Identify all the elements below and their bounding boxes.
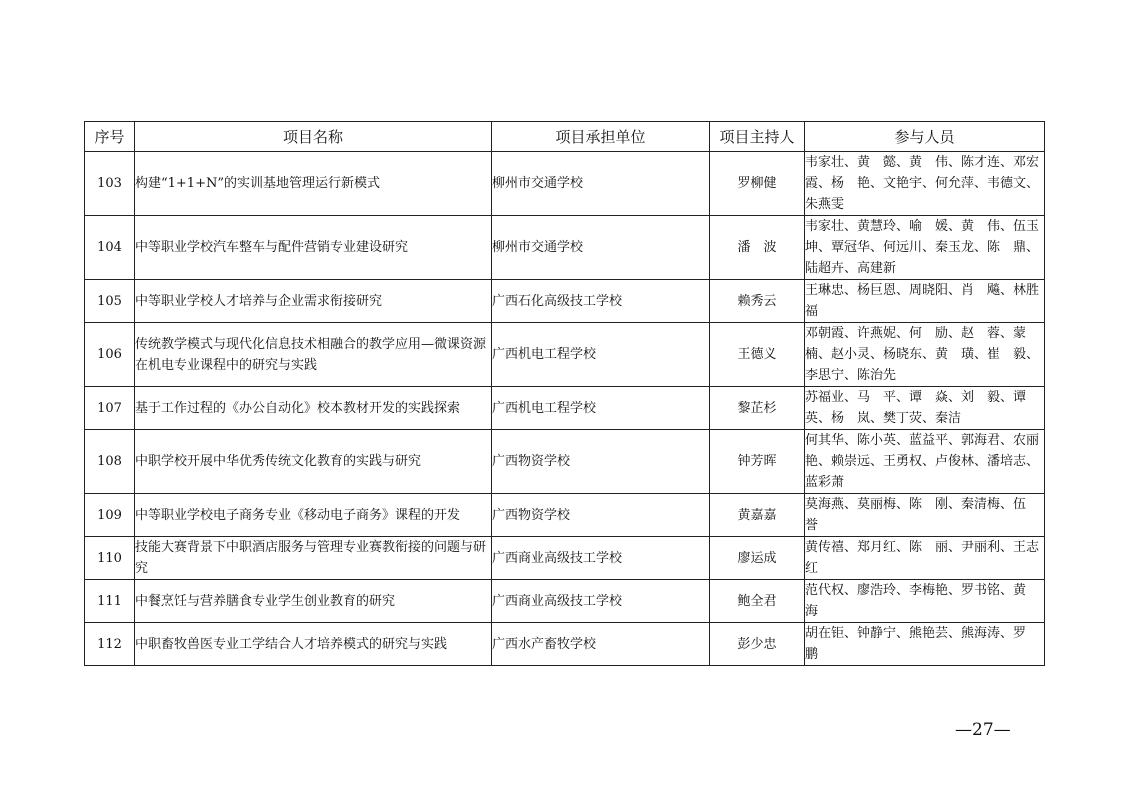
table-row [85,323,1045,387]
row-participants: 范代权、廖浩玲、李梅艳、罗书铭、黄 海 [805,580,1045,623]
row-unit: 广西物资学校 [492,430,710,494]
table-row [85,494,1045,537]
row-unit: 广西机电工程学校 [492,387,710,430]
project-table [84,121,1045,666]
row-num: 112 [85,623,135,666]
table-header-row [85,122,1045,152]
row-participants: 王琳忠、杨巨恩、周晓阳、肖 飚、林胜福 [805,280,1045,323]
row-name: 中职畜牧兽医专业工学结合人才培养模式的研究与实践 [135,623,492,666]
row-num: 103 [85,152,135,216]
table-row [85,216,1045,280]
row-name: 技能大赛背景下中职酒店服务与管理专业赛教衔接的问题与研究 [135,537,492,580]
row-host: 潘 波 [710,216,805,280]
row-name: 中等职业学校人才培养与企业需求衔接研究 [135,280,492,323]
row-num: 105 [85,280,135,323]
row-participants: 苏福业、马 平、谭 焱、刘 毅、谭 英、杨 岚、樊丁荧、秦洁 [805,387,1045,430]
row-name: 中职学校开展中华优秀传统文化教育的实践与研究 [135,430,492,494]
row-num: 108 [85,430,135,494]
row-host: 王德义 [710,323,805,387]
row-unit: 柳州市交通学校 [492,216,710,280]
row-host: 黎芷杉 [710,387,805,430]
table-row [85,152,1045,216]
row-name: 构建“1+1+N”的实训基地管理运行新模式 [135,152,492,216]
row-host: 黄嘉嘉 [710,494,805,537]
row-unit: 广西商业高级技工学校 [492,580,710,623]
row-participants: 邓朝霞、许燕妮、何 励、赵 蓉、蒙 楠、赵小灵、杨晓东、黄 璜、崔 毅、李思宁、陈治先 [805,323,1045,387]
row-num: 111 [85,580,135,623]
row-participants: 莫海燕、莫丽梅、陈 刚、秦清梅、伍 誉 [805,494,1045,537]
row-participants: 韦家壮、黄慧玲、喻 媛、黄 伟、伍玉坤、覃冠华、何远川、秦玉龙、陈 鼎、陆超卉、高建新 [805,216,1045,280]
row-host: 钟芳晖 [710,430,805,494]
row-host: 廖运成 [710,537,805,580]
row-name: 中等职业学校汽车整车与配件营销专业建设研究 [135,216,492,280]
table-row [85,580,1045,623]
header-host: 项目主持人 [710,122,805,152]
row-num: 110 [85,537,135,580]
header-unit: 项目承担单位 [492,122,710,152]
row-participants: 韦家壮、黄 懿、黄 伟、陈才连、邓宏霞、杨 艳、文艳宇、何允萍、韦德文、朱燕雯 [805,152,1045,216]
row-participants: 何其华、陈小英、蓝益平、郭海君、农丽艳、赖崇远、王勇权、卢俊林、潘培志、蓝彩萧 [805,430,1045,494]
row-unit: 柳州市交通学校 [492,152,710,216]
row-host: 鲍全君 [710,580,805,623]
row-unit: 广西机电工程学校 [492,323,710,387]
row-num: 109 [85,494,135,537]
row-participants: 胡在钜、钟静宁、熊艳芸、熊海涛、罗 鹏 [805,623,1045,666]
row-num: 106 [85,323,135,387]
row-host: 罗柳健 [710,152,805,216]
row-unit: 广西石化高级技工学校 [492,280,710,323]
table-row [85,387,1045,430]
row-name: 中餐烹饪与营养膳食专业学生创业教育的研究 [135,580,492,623]
row-host: 赖秀云 [710,280,805,323]
table-row [85,537,1045,580]
table-row [85,623,1045,666]
header-participants: 参与人员 [805,122,1045,152]
row-num: 107 [85,387,135,430]
row-unit: 广西商业高级技工学校 [492,537,710,580]
row-name: 中等职业学校电子商务专业《移动电子商务》课程的开发 [135,494,492,537]
row-host: 彭少忠 [710,623,805,666]
row-unit: 广西物资学校 [492,494,710,537]
row-unit: 广西水产畜牧学校 [492,623,710,666]
row-name: 基于工作过程的《办公自动化》校本教材开发的实践探索 [135,387,492,430]
row-name: 传统教学模式与现代化信息技术相融合的教学应用—微课资源在机电专业课程中的研究与实践 [135,323,492,387]
header-num: 序号 [85,122,135,152]
row-num: 104 [85,216,135,280]
table-row [85,430,1045,494]
row-participants: 黄传禧、郑月红、陈 丽、尹丽利、王志红 [805,537,1045,580]
table-row [85,280,1045,323]
header-name: 项目名称 [135,122,492,152]
page-number: —27— [955,720,1011,740]
